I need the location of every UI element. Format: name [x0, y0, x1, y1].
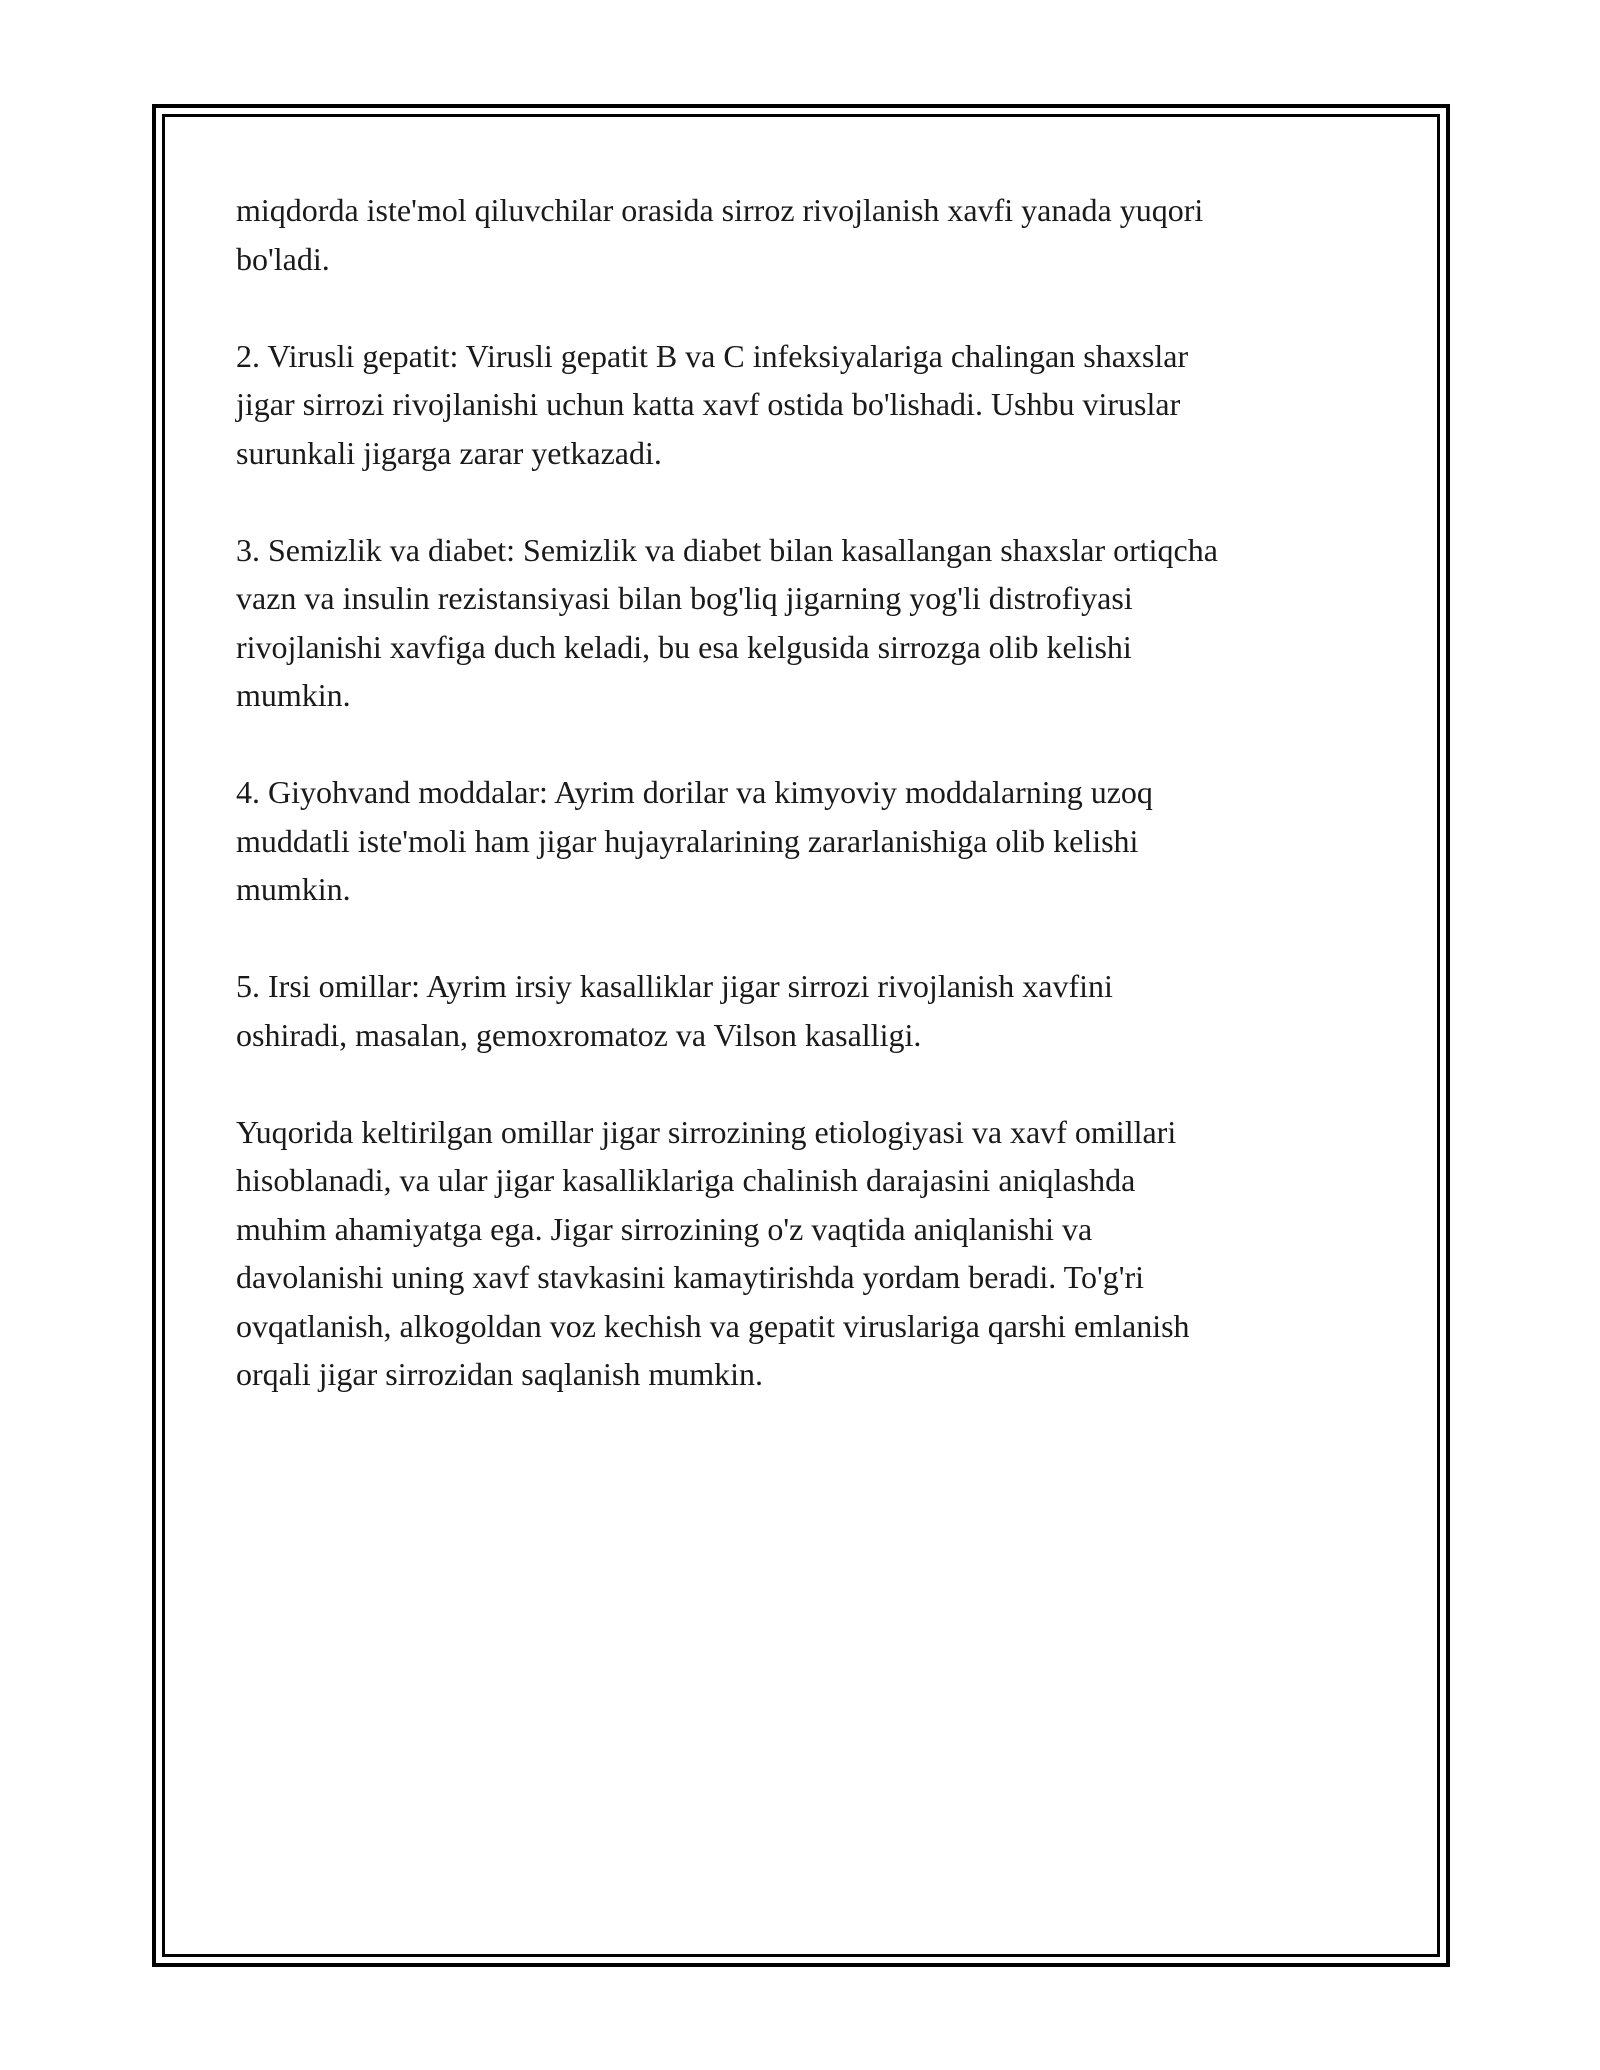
paragraph-obesity-diabetes: 3. Semizlik va diabet: Semizlik va diabet bilan kasallangan shaxslar ortiqcha vazn va insulin rezistansiyasi bilan bog'liq jigarning yog'li distrofiyasi rivojlanishi xavfiga duch keladi, bu esa kelgusida sirrozga olib kelishi mumkin.	[236, 531, 1218, 713]
document-body	[236, 186, 1366, 1447]
paragraph-viral-hepatitis: 2. Virusli gepatit: Virusli gepatit B va C infeksiyalariga chalingan shaxslar jigar sirrozi rivojlanishi uchun katta xavf ostida bo'lishadi. Ushbu viruslar surunkali jigarga zarar yetkazadi.	[236, 337, 1189, 471]
paragraph-continuation: miqdorda iste'mol qiluvchilar orasida sirroz rivojlanish xavfi yanada yuqori bo'ladi.	[236, 192, 1204, 277]
paragraph-drugs: 4. Giyohvand moddalar: Ayrim dorilar va kimyoviy moddalarning uzoq muddatli iste'moli ham jigar hujayralarining zararlanishiga olib kelishi mumkin.	[236, 774, 1153, 907]
paragraph-conclusion: Yuqorida keltirilgan omillar jigar sirrozining etiologiyasi va xavf omillari hisoblanadi, va ular jigar kasalliklariga chalinish darajasini aniqlashda muhim ahamiyatga ega. Jigar sirrozining o'z vaqtida aniqlanishi va davolanishi uning xavf stavkasini kamaytirishda yordam beradi. To'g'ri ovqatlanish, alkogoldan voz kechish va gepatit viruslariga qarshi emlanish orqali jigar sirrozidan saqlanish mumkin.	[236, 1113, 1190, 1392]
paragraph-hereditary-factors: 5. Irsi omillar: Ayrim irsiy kasalliklar jigar sirrozi rivojlanish xavfini oshiradi, masalan, gemoxromatoz va Vilson kasalligi.	[236, 968, 1113, 1053]
